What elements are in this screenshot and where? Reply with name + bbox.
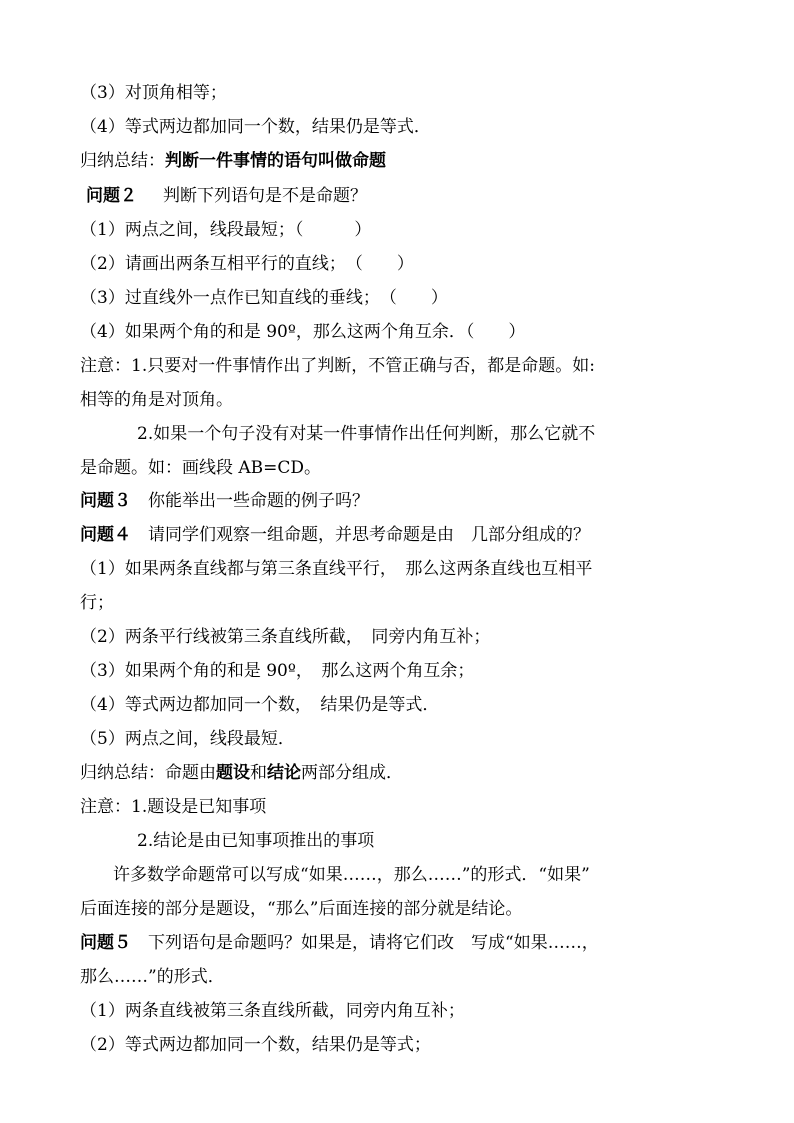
text-line: （1）两条直线被第三条直线所截，同旁内角互补；	[80, 1001, 465, 1021]
term-hypothesis: 题设	[216, 763, 250, 783]
text-line: （3）如果两个角的和是 90º， 那么这两个角互余；	[80, 661, 475, 681]
summary-label: 归纳总结：	[80, 151, 165, 171]
text-line: 是命题。如：画线段 AB=CD。	[80, 458, 322, 478]
summary-text: 归纳总结：命题由	[80, 763, 216, 783]
note-line: 2.如果一个句子没有对某一件事情作出任何判断，那么它就不	[137, 424, 596, 444]
summary-text: 和	[250, 763, 267, 783]
paragraph-line: 许多数学命题常可以写成“如果……，那么……”的形式．“如果”	[113, 865, 590, 885]
question-text: 下列语句是命题吗？如果是，请将它们改 写成“如果……，	[148, 933, 599, 953]
text-line: （1）如果两条直线都与第三条直线平行， 那么这两条直线也互相平	[80, 559, 593, 579]
text-line: （1）两点之间，线段最短；（ ）	[80, 220, 372, 240]
question-heading	[80, 523, 590, 547]
question-label: 问题２	[86, 186, 137, 206]
question-heading	[86, 184, 367, 208]
text-line: 相等的角是对顶角。	[80, 390, 233, 410]
question-label: 问题３	[80, 491, 131, 511]
paragraph-line: 后面连接的部分是题设，“那么”后面连接的部分就是结论。	[80, 899, 523, 919]
text-line: （3）过直线外一点作已知直线的垂线； （ ）	[80, 288, 448, 308]
question-heading	[80, 489, 369, 513]
definition-text: 判断一件事情的语句叫做命题	[165, 151, 386, 171]
text-line: （2）等式两边都加同一个数，结果仍是等式；	[80, 1035, 431, 1055]
text-line: （4）等式两边都加同一个数， 结果仍是等式．	[80, 695, 440, 715]
question-text: 你能举出一些命题的例子吗？	[148, 491, 369, 511]
summary-line	[80, 149, 386, 173]
question-label: 问题５	[80, 933, 131, 953]
text-line: 那么……”的形式．	[80, 967, 225, 987]
note-line: 注意：1.题设是已知事项	[80, 797, 267, 817]
term-conclusion: 结论	[267, 763, 301, 783]
text-line: （2）两条平行线被第三条直线所截， 同旁内角互补；	[80, 627, 491, 647]
text-line: （3）对顶角相等；	[80, 83, 227, 103]
text-line: （5）两点之间，线段最短．	[80, 729, 295, 749]
text-line: （4）如果两个角的和是 90º，那么这两个角互余．（ ）	[80, 322, 526, 342]
question-label: 问题４	[80, 525, 131, 545]
note-line: 注意：1.只要对一件事情作出了判断，不管正确与否，都是命题。如:	[80, 356, 595, 376]
text-line: （4）等式两边都加同一个数，结果仍是等式．	[80, 117, 431, 137]
text-line: 行；	[80, 593, 114, 613]
question-text: 请同学们观察一组命题，并思考命题是由 几部分组成的？	[148, 525, 590, 545]
summary-text: 两部分组成．	[301, 763, 403, 783]
text-line: （2）请画出两条互相平行的直线； （ ）	[80, 254, 414, 274]
note-line: 2.结论是由已知事项推出的事项	[137, 831, 375, 851]
summary-line	[80, 761, 403, 785]
question-text: 判断下列语句是不是命题？	[163, 186, 367, 206]
question-heading	[80, 931, 599, 955]
